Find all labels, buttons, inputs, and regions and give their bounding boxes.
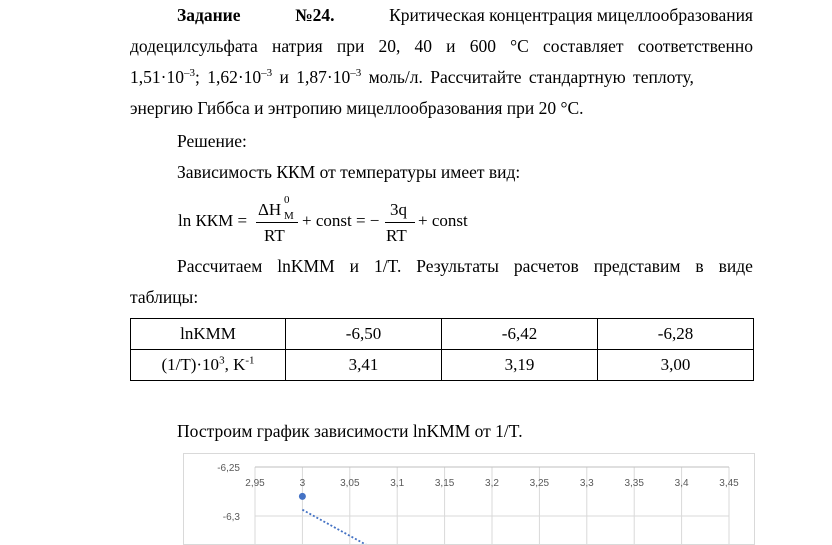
y-tick-label: -6,3 bbox=[222, 512, 240, 523]
formula-mid: + const = − bbox=[302, 211, 380, 230]
table-row bbox=[131, 350, 754, 381]
table-cell-label: $(1/T)\cdot 10^3$, $K^{-1}$ bbox=[131, 350, 286, 381]
task-line-2: додецилсульфата натрия при 20, 40 и 600 °С составляет соответственно bbox=[130, 36, 753, 56]
task-line-1-text: Критическая концентрация мицеллообразования bbox=[389, 5, 753, 25]
x-tick-label: 3,4 bbox=[674, 478, 689, 489]
table-cell-label: lnKMM bbox=[131, 319, 286, 350]
formula-num2: 3q bbox=[390, 200, 407, 219]
task-line-3: $1,51\cdot 10^{-3}$; $1,62\cdot 10^{-3}$ и $1,87\cdot 10^{-3}$ моль/л. Рассчитайте стандартную теплоту, bbox=[130, 67, 694, 87]
calc-line-1: Рассчитаем lnKMM и 1/T. Результаты расчетов представим в виде bbox=[177, 256, 753, 276]
formula-num1: ΔH 0 M bbox=[258, 194, 294, 222]
fraction-bar-1 bbox=[256, 222, 298, 223]
trendline bbox=[302, 510, 729, 544]
x-tick-label: 3,3 bbox=[579, 478, 594, 489]
table-row bbox=[131, 319, 754, 350]
formula-tail: + const bbox=[418, 211, 468, 230]
formula-den1: RT bbox=[264, 226, 285, 245]
formula-den2: RT bbox=[386, 226, 407, 245]
table-cell: 3,19 bbox=[442, 350, 598, 381]
x-tick-label: 3,15 bbox=[434, 478, 455, 489]
fraction-bar-2 bbox=[385, 222, 415, 223]
plot-text: Построим график зависимости lnKMM от 1/T. bbox=[177, 421, 523, 441]
scatter-chart bbox=[184, 454, 754, 544]
calc-line-2: таблицы: bbox=[130, 287, 199, 307]
x-tick-label: 3 bbox=[299, 478, 306, 489]
table-cell: -6,28 bbox=[598, 319, 754, 350]
solution-label: Решение: bbox=[177, 131, 247, 151]
kkm-formula bbox=[178, 194, 498, 248]
results-table bbox=[130, 318, 754, 381]
table-cell: 3,41 bbox=[286, 350, 442, 381]
table-cell: -6,50 bbox=[286, 319, 442, 350]
x-tick-label: 3,2 bbox=[485, 478, 499, 489]
x-tick-label: 3,25 bbox=[529, 478, 550, 489]
task-line-4: энергию Гиббса и энтропию мицеллообразования при 20 °С. bbox=[130, 98, 584, 118]
x-tick-label: 2,95 bbox=[245, 478, 265, 489]
x-tick-label: 3,1 bbox=[390, 478, 405, 489]
y-tick-label: -6,25 bbox=[217, 463, 240, 474]
x-tick-label: 3,05 bbox=[340, 478, 360, 489]
table-cell: 3,00 bbox=[598, 350, 754, 381]
task-label: Задание bbox=[177, 5, 241, 25]
dependence-text: Зависимость ККМ от температуры имеет вид: bbox=[177, 162, 521, 182]
x-tick-label: 3,45 bbox=[719, 478, 739, 489]
formula-lhs: ln ККМ = bbox=[178, 211, 248, 230]
task-number: №24. bbox=[295, 5, 335, 25]
chart-area bbox=[183, 453, 755, 545]
table-cell: -6,42 bbox=[442, 319, 598, 350]
task-line-1 bbox=[130, 5, 753, 26]
data-point bbox=[299, 493, 306, 500]
x-tick-label: 3,35 bbox=[624, 478, 644, 489]
